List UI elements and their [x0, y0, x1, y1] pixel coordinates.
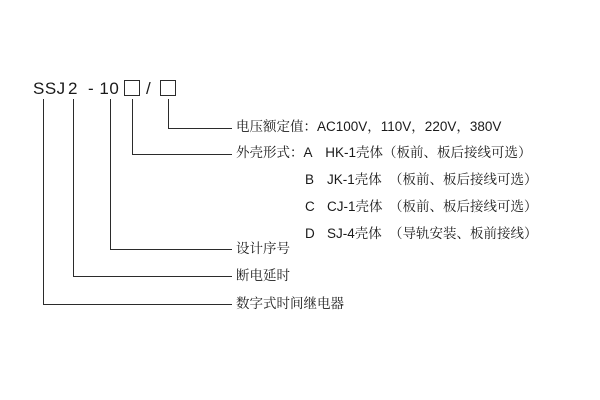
leader-hline-design: [110, 249, 232, 250]
leader-vline-delay: [73, 99, 74, 276]
code-enclosure-placeholder-box: [124, 80, 140, 96]
enclosure-desc-c: （板前、板后接线可选）: [389, 199, 538, 214]
leader-vline-voltage: [168, 99, 169, 128]
leader-hline-delay: [73, 276, 232, 277]
callout-design-sequence: 设计序号: [236, 241, 290, 256]
enclosure-row-d: [305, 226, 538, 242]
code-delay: - 10: [88, 79, 120, 98]
enclosure-desc-d: （导轨安装、板前接线）: [389, 226, 538, 241]
leader-hline-voltage: [168, 128, 232, 129]
callout-power-off-delay: 断电延时: [236, 268, 290, 283]
code-slash: /: [146, 79, 152, 98]
enclosure-key-d: D: [305, 226, 315, 241]
code-voltage-placeholder-box: [160, 80, 176, 96]
enclosure-key-b: B: [305, 172, 315, 187]
enclosure-row-b: [305, 172, 538, 188]
leader-vline-product: [43, 99, 44, 304]
enclosure-key-c: C: [305, 199, 315, 214]
callout-product-name: 数字式时间继电器: [236, 296, 344, 311]
leader-vline-enclosure: [132, 99, 133, 154]
callout-voltage-rating: 电压额定值：AC100V，110V，220V，380V: [236, 119, 502, 134]
callout-enclosure-type: 外壳形式：A HK-1壳体（板前、板后接线可选）: [236, 145, 532, 160]
enclosure-desc-b: （板前、板后接线可选）: [389, 172, 538, 187]
enclosure-code-c: CJ-1壳体: [327, 199, 383, 214]
leader-hline-product: [43, 304, 232, 305]
code-design: 2: [68, 79, 78, 98]
enclosure-row-c: [305, 199, 538, 215]
enclosure-code-b: JK-1壳体: [327, 172, 382, 187]
code-series: SSJ: [33, 79, 66, 98]
leader-vline-design: [110, 99, 111, 249]
leader-hline-enclosure: [132, 154, 232, 155]
enclosure-code-d: SJ-4壳体: [327, 226, 382, 241]
